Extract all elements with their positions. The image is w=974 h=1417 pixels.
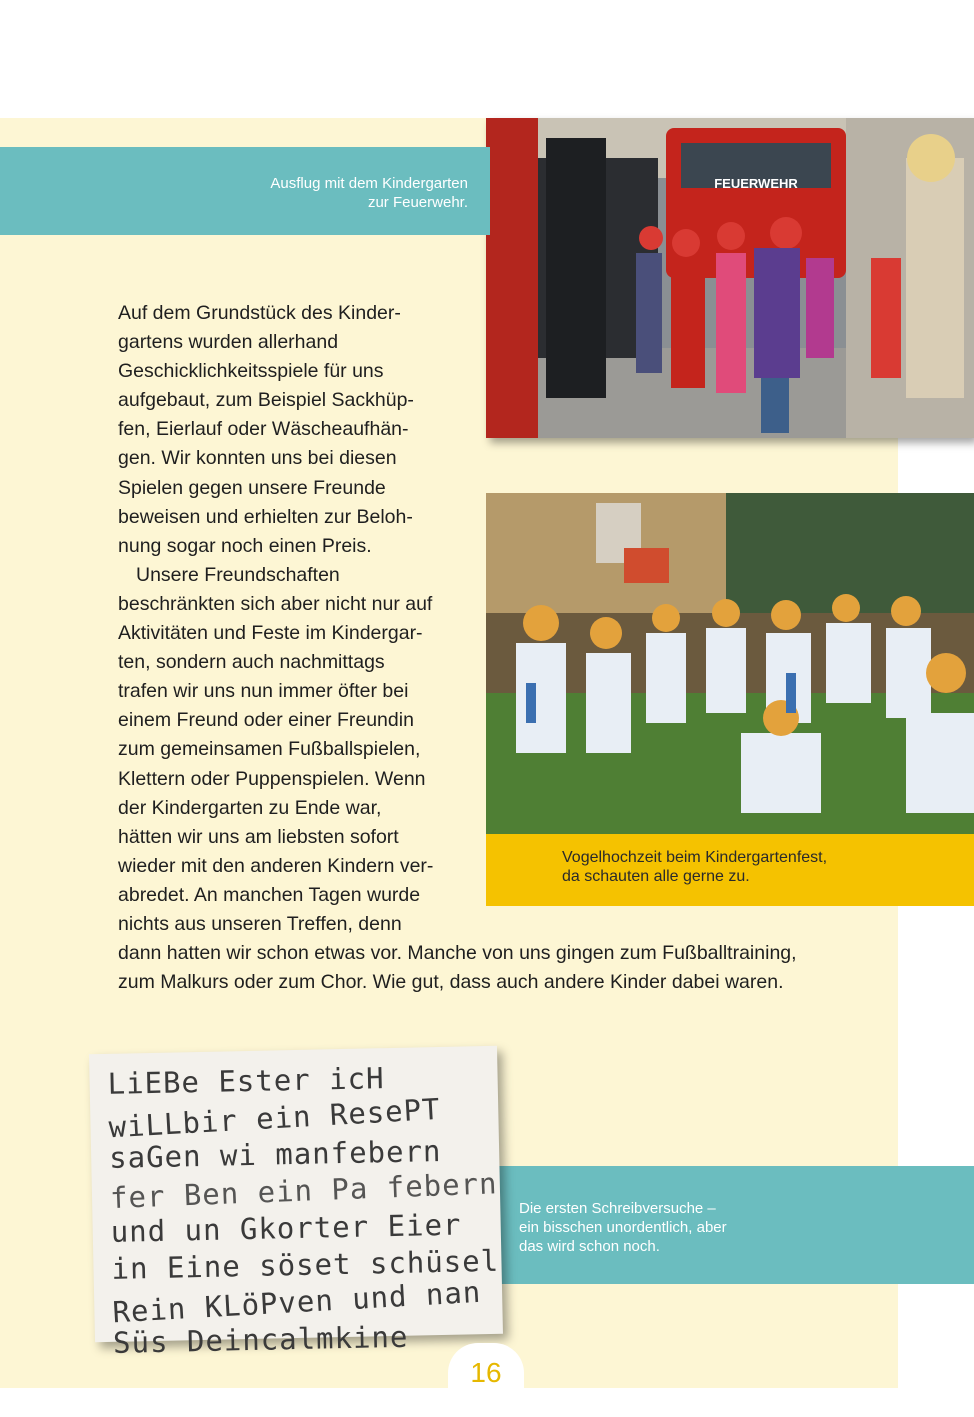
- handwritten-note: [89, 1046, 503, 1360]
- note-line: fer Ben ein Pa febern: [109, 1166, 499, 1216]
- note-line: Rein KLöPven und nan: [111, 1274, 483, 1330]
- caption-fire-station: [0, 147, 490, 235]
- note-line: und un Gkorter Eier: [110, 1207, 462, 1249]
- note-line: saGen wi manfebern: [108, 1133, 442, 1175]
- note-line: LiEBe Ester icH: [107, 1061, 385, 1101]
- caption-writing: [496, 1166, 974, 1284]
- note-line: wiLLbir ein ResePT: [107, 1091, 442, 1145]
- page-number: 16: [448, 1343, 524, 1403]
- paragraph-2: Unsere Freundschaften beschränkten sich aber nicht nur auf Aktivitäten und Feste im Kindergar- ten, sondern auch nachmittags trafen wir uns nun immer öfter bei einem Freund oder einer Freundin zum gemeinsamen Fußballspielen, Klettern oder Puppenspielen. Wenn der Kindergarten zu Ende war, hätten wir uns am liebsten sofort wieder mit den anderen Kindern ver- abredet. An manchen Tagen wurde nichts aus unseren Treffen, denn dann hatten wir schon etwas vor. Manche von uns gingen zum Fußballtraining, zum Malkurs oder zum Chor. Wie gut, dass auch andere Kinder dabei waren.: [118, 563, 797, 994]
- fire-truck-sign: FEUERWEHR: [714, 176, 798, 191]
- paragraph-1: Auf dem Grundstück des Kinder- gartens wurden allerhand Geschicklichkeitsspiele für uns aufgebaut, zum Beispiel Sackhüp- fen, Eierlauf oder Wäscheaufhän- gen. Wir konnten uns bei diesen Spielen gegen unsere Freunde beweisen und erhielten zur Beloh- nung sogar noch einen Preis.: [118, 302, 414, 557]
- caption-bird-wedding-text: Vogelhochzeit beim Kindergartenfest, da schauten alle gerne zu.: [562, 849, 828, 885]
- caption-fire-station-text: Ausflug mit dem Kindergarten zur Feuerwehr.: [270, 175, 468, 211]
- article-body: [118, 299, 888, 997]
- note-line: in Eine söset schüsel: [111, 1243, 500, 1286]
- caption-writing-text: Die ersten Schreibversuche – ein bisschen unordentlich, aber das wird schon noch.: [519, 1200, 727, 1255]
- note-line: Süs Deincalmkine: [112, 1319, 409, 1360]
